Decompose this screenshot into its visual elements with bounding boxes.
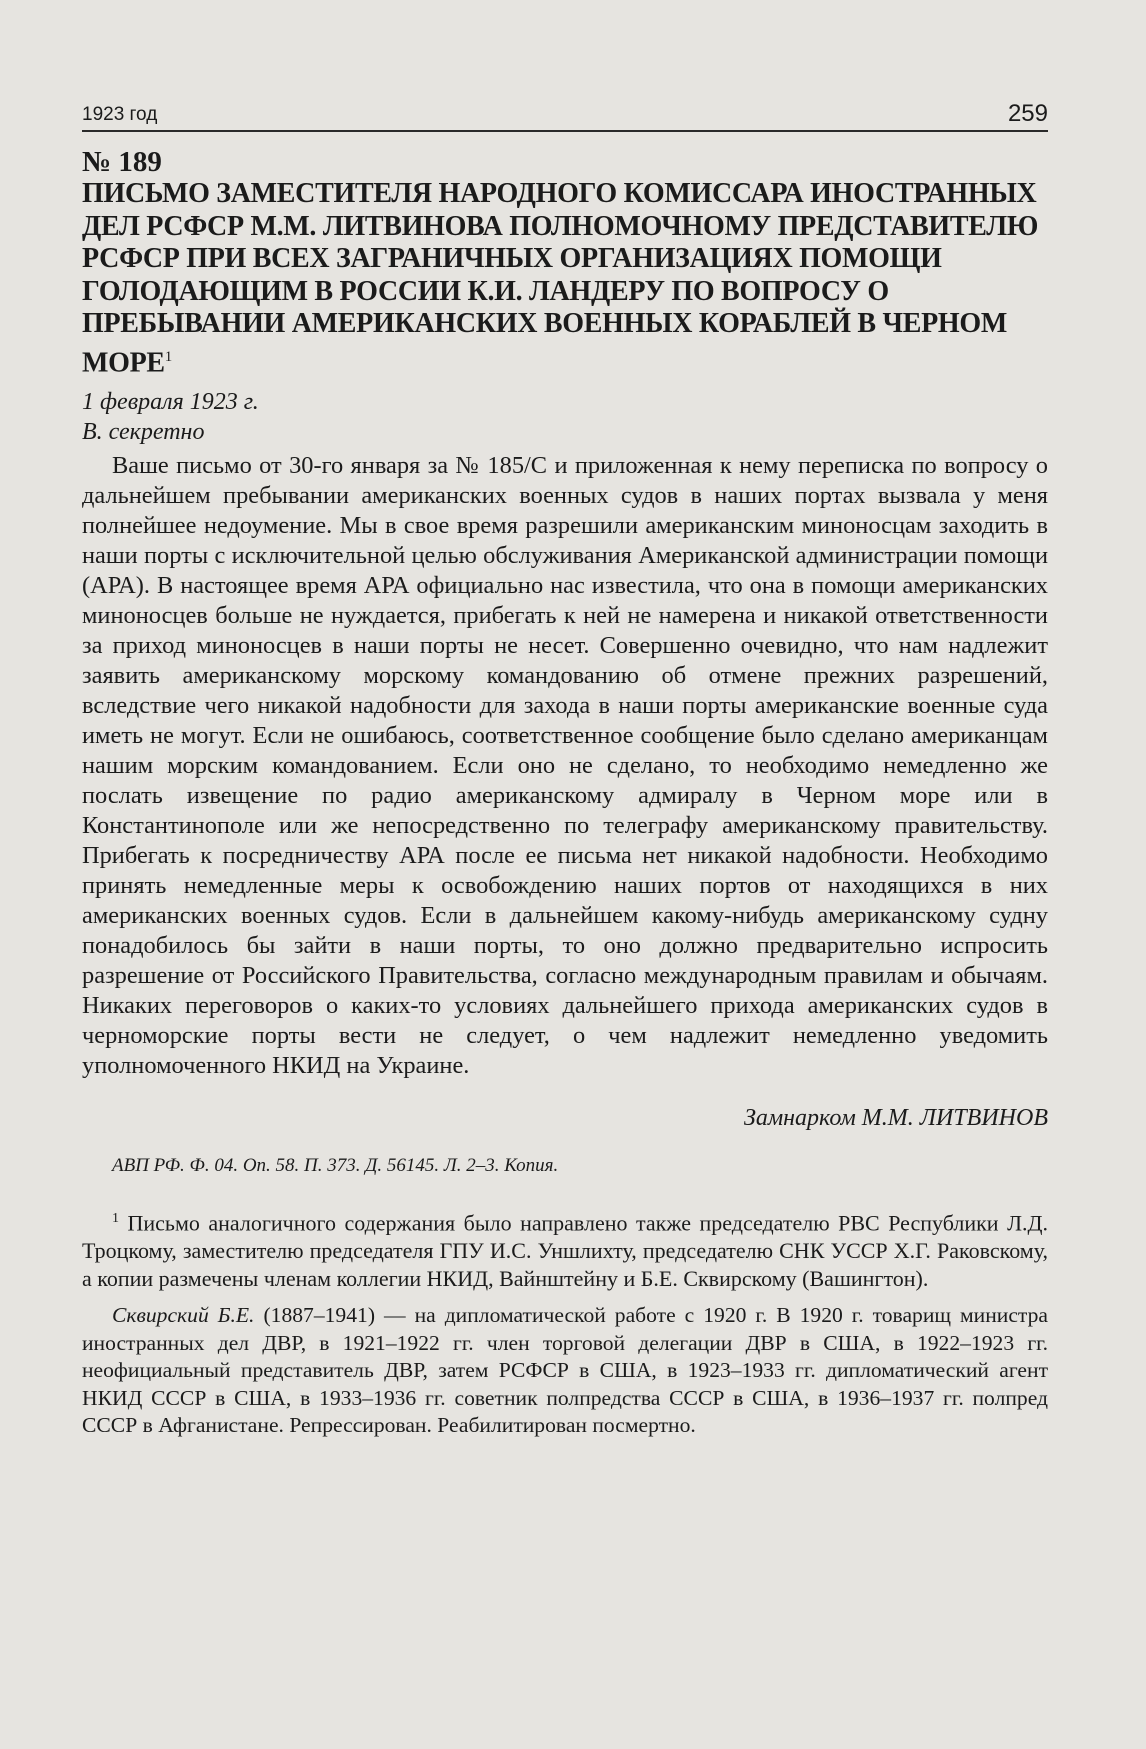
document-date: 1 февраля 1923 г.	[82, 389, 259, 416]
document-title-text: ПИСЬМО ЗАМЕСТИТЕЛЯ НАРОДНОГО КОМИССАРА ИНОСТРАННЫХ ДЕЛ РСФСР М.М. ЛИТВИНОВА ПОЛНОМОЧНОМУ ПРЕДСТАВИТЕЛЮ РСФСР ПРИ ВСЕХ ЗАГРАНИЧНЫХ ОРГАНИЗАЦИЯХ ПОМОЩИ ГОЛОДАЮЩИМ В РОССИИ К.И. ЛАНДЕРУ ПО ВОПРОСУ О ПРЕБЫВАНИИ АМЕРИКАНСКИХ ВОЕННЫХ КОРАБЛЕЙ В ЧЕРНОМ МОРЕ	[82, 178, 1039, 378]
footnote-1	[82, 1205, 1048, 1292]
bio-name: Сквирский Б.Е.	[112, 1303, 255, 1328]
document-number: № 189	[82, 146, 162, 178]
running-header	[82, 100, 1048, 132]
bio-text: (1887–1941) — на дипломатической работе с 1920 г. В 1920 г. товарищ министра иностранных дел ДВР, в 1921–1922 гг. член торговой делегации ДВР в США, в 1922–1923 гг. неофициальный представитель ДВР, затем РСФСР в США, в 1923–1933 гг. дипломатический агент НКИД СССР в США, в 1933–1936 гг. советник полпредства СССР в США, в 1936–1937 гг. полпред СССР в Афганистане. Репрессирован. Реабилитирован посмертно.	[82, 1303, 1049, 1438]
signature: Замнарком М.М. ЛИТВИНОВ	[743, 1105, 1048, 1132]
footnote-1-mark: 1	[112, 1211, 119, 1227]
title-footnote-mark: 1	[164, 348, 172, 365]
biographical-note	[82, 1302, 1048, 1440]
document-title	[82, 178, 1048, 379]
page-content	[82, 146, 1048, 1440]
letter-body: Ваше письмо от 30-го января за № 185/С и приложенная к нему переписка по вопросу о дальнейшем пребывании американских военных судов в наших портах вызвала у меня полнейшее недоумение. Мы в свое время разрешили американским миноносцам заходить в наши порты с исключительной целью обслуживания Американской администрации помощи (АРА). В настоящее время АРА официально нас известила, что она в помощи американских миноносцев больше не нуждается, прибегать к ней не намерена и никакой ответственности за приход миноносцев в наши порты не несет. Совершенно очевидно, что нам надлежит заявить американскому морскому командованию об отмене прежних разрешений, вследствие чего никакой надобности для захода в наши порты американские военные суда иметь не могут. Если не ошибаюсь, соответственное сообщение было сделано американцам нашим морским командованием. Если оно не сделано, то необходимо немедленно же послать извещение по радио американскому адмиралу в Черном море или в Константинополе или же непосредственно по телеграфу американскому правительству. Прибегать к посредничеству АРА после ее письма нет никакой надобности. Необходимо принять немедленные меры к освобождению наших портов от находящихся в них американских военных судов. Если в дальнейшем какому-нибудь американскому судну понадобилось бы зайти в наши порты, то оно должно предварительно испросить разрешение от Российского Правительства, согласно международным правилам и обычаям. Никаких переговоров о каких-то условиях дальнейшего прихода американских судов в черноморские порты вести не следует, о чем надлежит немедленно уведомить уполномоченного НКИД на Украине.	[82, 452, 1048, 1080]
page-number: 259	[1007, 100, 1048, 127]
header-year: 1923 год	[82, 104, 158, 125]
archive-reference: АВП РФ. Ф. 04. Оп. 58. П. 373. Д. 56145. Л. 2–3. Копия.	[112, 1155, 559, 1177]
classification-label: В. секретно	[82, 419, 205, 446]
footnote-1-text: Письмо аналогичного содержания было направлено также председателю РВС Республики Л.Д. Троцкому, заместителю председателя ГПУ И.С. Уншлихту, председателю СНК УССР Х.Г. Раковскому, а копии размечены членам коллегии НКИД, Вайнштейну и Б.Е. Сквирскому (Вашингтон).	[82, 1210, 1049, 1291]
